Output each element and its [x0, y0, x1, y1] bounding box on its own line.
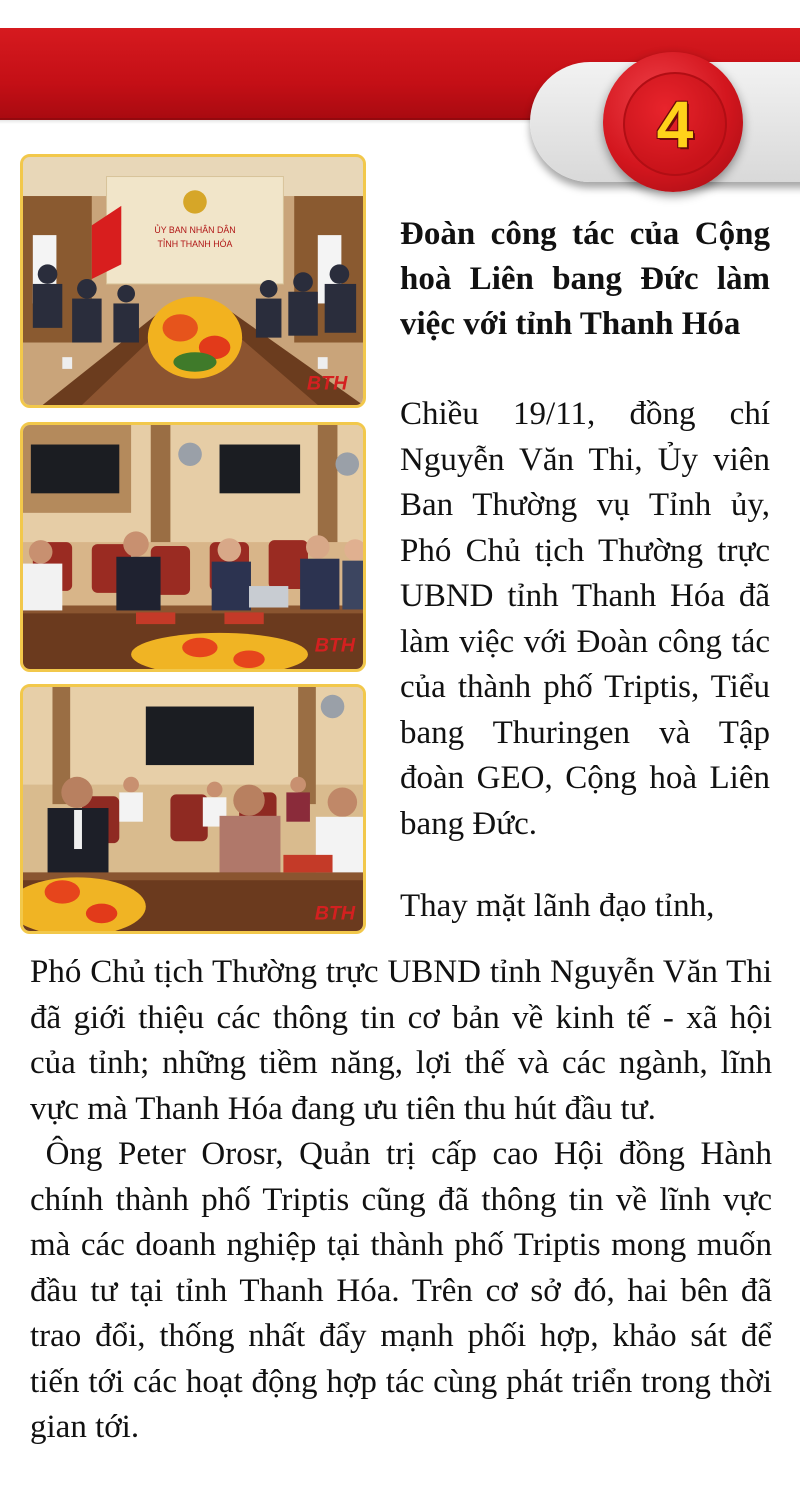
- article-headline: Đoàn công tác của Cộng hoà Liên bang Đức làm việc với tỉnh Thanh Hóa: [400, 216, 770, 342]
- backdrop-text-2: TỈNH THANH HÓA: [157, 238, 233, 249]
- meeting-photo-3: [20, 684, 366, 934]
- meeting-photo-1: [20, 154, 366, 408]
- photo-watermark: BTH: [314, 634, 356, 657]
- banner-shadow: [0, 118, 560, 124]
- meeting-photo-2: [20, 422, 366, 672]
- photo-watermark: BTH: [306, 372, 348, 395]
- article-lead-end: Thay mặt lãnh đạo tỉnh,: [400, 888, 715, 924]
- number-badge: [623, 72, 727, 176]
- backdrop-text-1: ỦY BAN NHÂN DÂN: [154, 225, 236, 236]
- article-paragraph-2: Ông Peter Orosr, Quản trị cấp cao Hội đồng Hành chính thành phố Triptis cũng đã thông tin về lĩnh vực mà các doanh nghiệp tại thành phố Triptis mong muốn đầu tư tại tỉnh Thanh Hóa. Trên cơ sở đó, hai bên đã trao đổi, thống nhất đẩy mạnh phối hợp, khảo sát để tiến tới các hoạt động hợp tác cùng phát triển trong thời gian tới.: [30, 1136, 781, 1445]
- article-paragraph-1: Phó Chủ tịch Thường trực UBND tỉnh Nguyễn Văn Thi đã giới thiệu các thông tin cơ bản về kinh tế - xã hội của tỉnh; những tiềm năng, lợi thế và các ngành, lĩnh vực mà Thanh Hóa đang ưu tiên thu hút đầu tư.: [30, 954, 772, 1127]
- badge-number: 4: [656, 87, 694, 161]
- article-lead: Chiều 19/11, đồng chí Nguyễn Văn Thi, Ủy viên Ban Thường vụ Tỉnh ủy, Phó Chủ tịch Thường trực UBND tỉnh Thanh Hóa đã làm việc với Đoàn công tác của thành phố Triptis, Tiểu bang Thuringen và Tập đoàn GEO, Cộng hoà Liên bang Đức.: [400, 396, 770, 842]
- photo-watermark: BTH: [314, 902, 356, 925]
- article-body: [30, 950, 781, 1451]
